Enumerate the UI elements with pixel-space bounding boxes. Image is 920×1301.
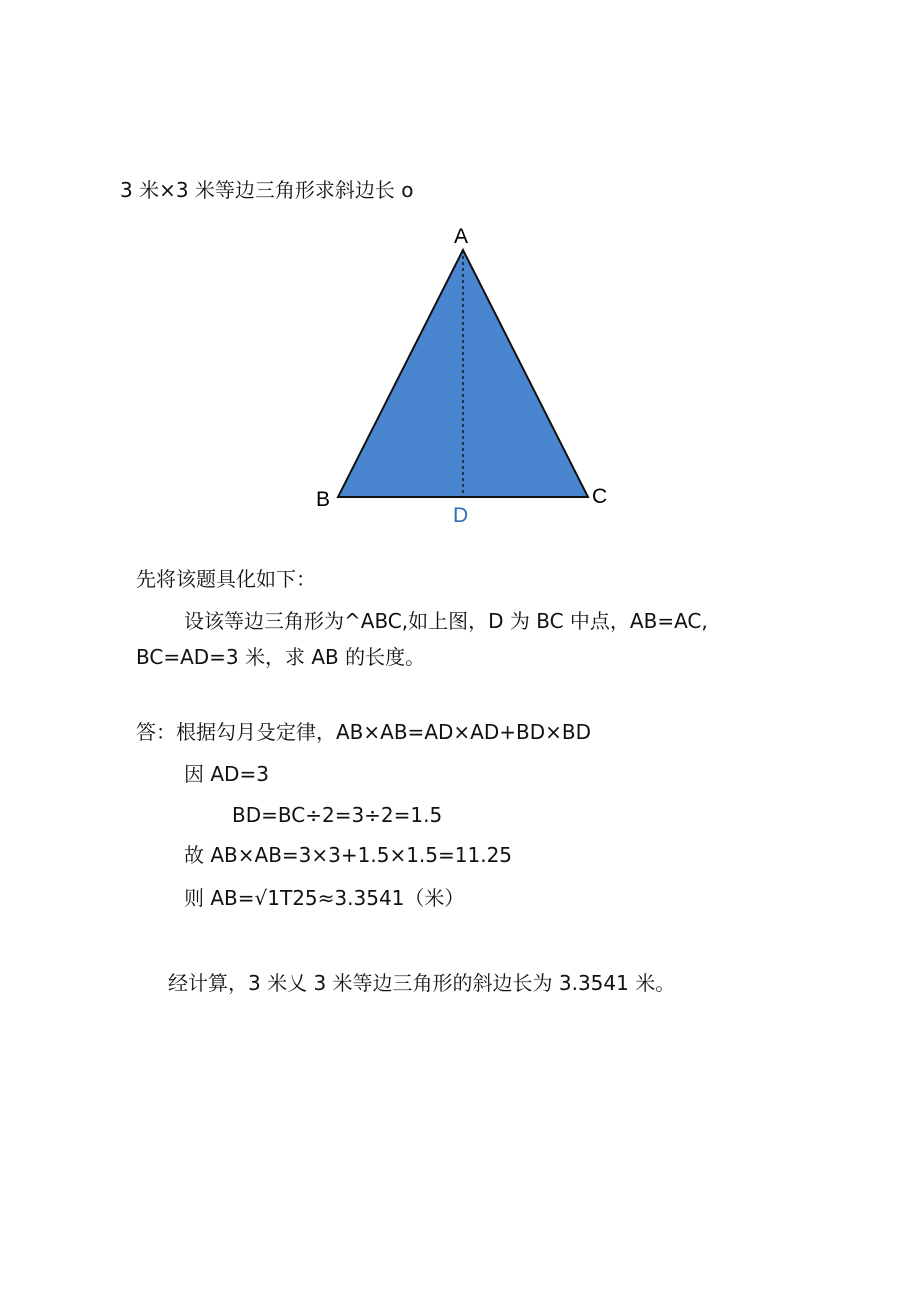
vertex-label-c: C: [592, 485, 608, 508]
triangle-diagram: [310, 222, 620, 532]
answer-line-3: BD=BC÷2=3÷2=1.5: [232, 803, 443, 827]
point-label-d: D: [453, 504, 469, 527]
setup-line-2: BC=AD=3 米，求 AB 的长度。: [136, 645, 426, 669]
conclusion-text: 经计算，3 米乂 3 米等边三角形的斜边长为 3.3541 米。: [168, 971, 676, 995]
answer-line-5: 则 AB=√1T25≈3.3541（米）: [184, 886, 465, 910]
answer-line-2: 因 AD=3: [184, 762, 269, 786]
vertex-label-b: B: [316, 488, 331, 511]
problem-title: 3 米×3 米等边三角形求斜边长 o: [120, 178, 414, 202]
vertex-label-a: A: [454, 225, 469, 248]
intro-text: 先将该题具化如下：: [136, 567, 316, 591]
answer-line-1: 答：根据勾月殳定律，AB×AB=AD×AD+BD×BD: [136, 720, 591, 744]
setup-line-1: 设该等边三角形为^ABC,如上图，D 为 BC 中点，AB=AC,: [184, 609, 708, 633]
triangle-figure: [310, 222, 620, 532]
answer-line-4: 故 AB×AB=3×3+1.5×1.5=11.25: [184, 843, 513, 867]
